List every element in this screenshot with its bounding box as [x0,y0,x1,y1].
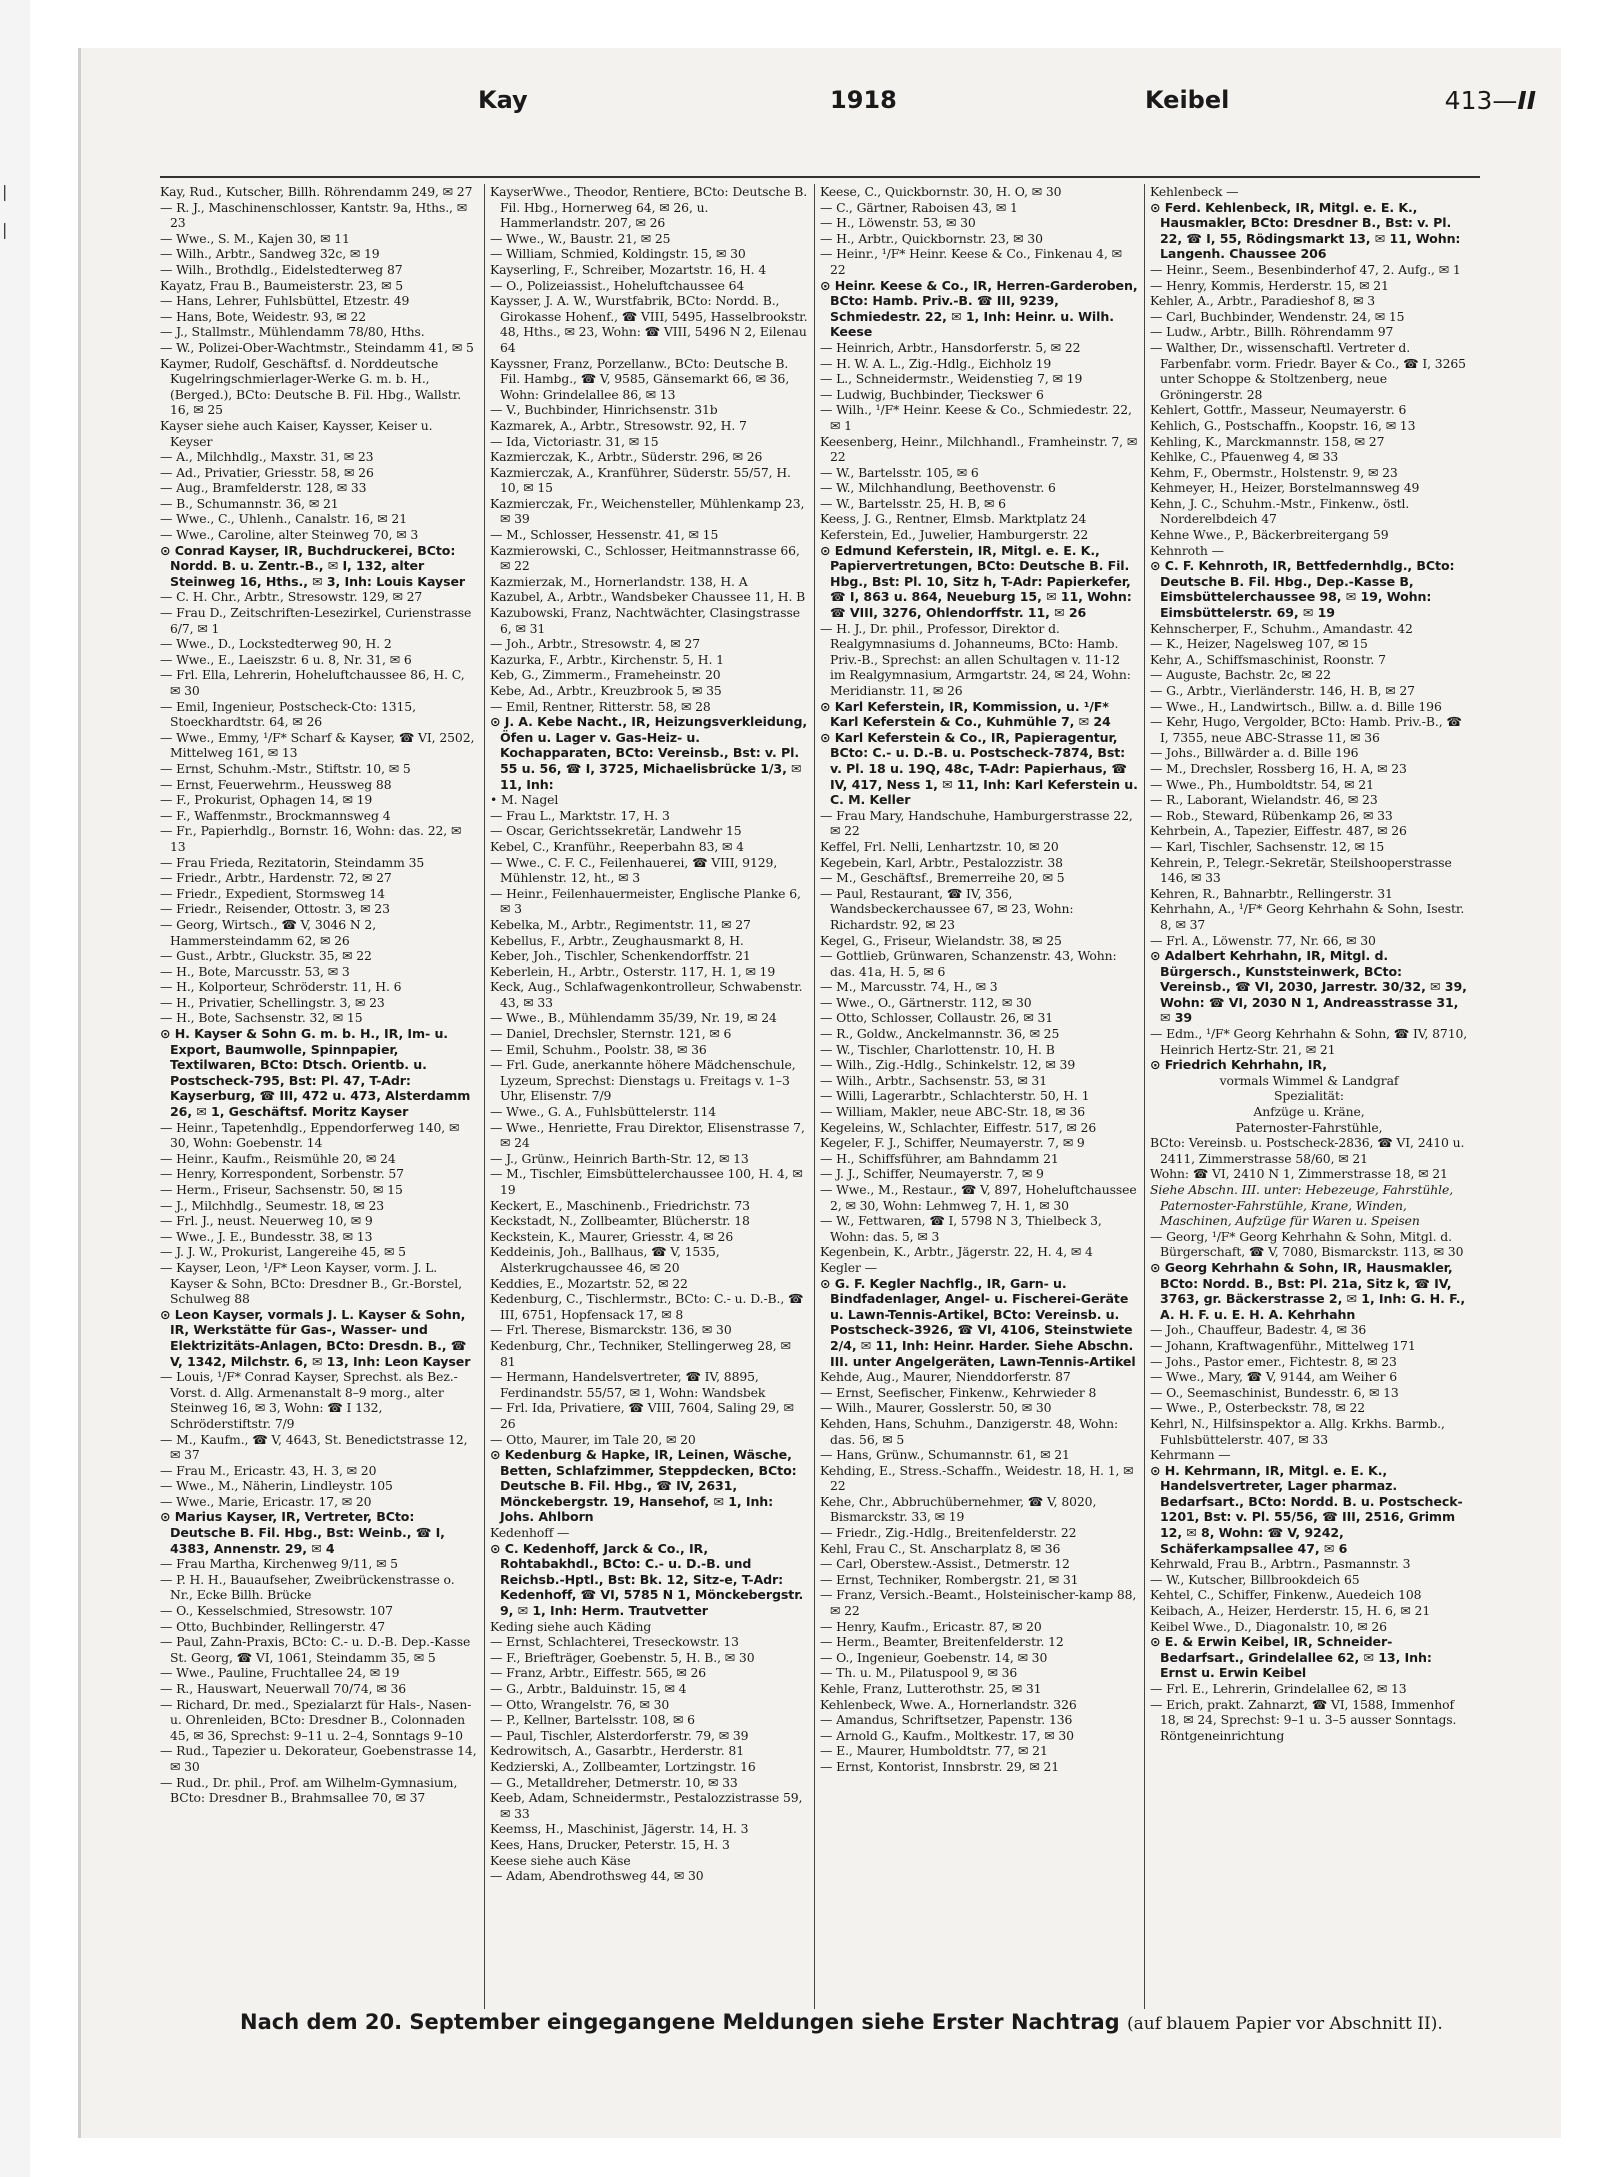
directory-entry: — Wwe., Marie, Ericastr. 17, ✉ 20 [160,1493,372,1509]
directory-entry: — Franz, Versich.-Beamt., Holsteinischer-kamp 88, ✉ 22 [820,1587,1137,1619]
directory-entry: — J., Stallmstr., Mühlendamm 78/80, Hths. [160,324,425,340]
directory-entry: — Wwe., B., Mühlendamm 35/39, Nr. 19, ✉ 24 [490,1010,777,1026]
directory-entry: — Ad., Privatier, Griesstr. 58, ✉ 26 [160,464,374,480]
directory-entry: Kehe, Chr., Abbruchübernehmer, ☎ V, 8020, Bismarckstr. 33, ✉ 19 [820,1493,1097,1525]
directory-entry: — Wwe., E., Laeiszstr. 6 u. 8, Nr. 31, ✉ 6 [160,651,412,667]
directory-entry: — V., Buchbinder, Hinrichsenstr. 31b [490,402,718,418]
directory-entry: Kehle, Franz, Lutterothstr. 25, ✉ 31 [820,1681,1042,1696]
directory-entry: ⊙ C. F. Kehnroth, IR, Bettfedernhdlg., BCto: Deutsche B. Fil. Hbg., Dep.-Kasse B, Eimsbüttelerchaussee 98, ✉ 19, Wohn: Eimsbüttelerstr. 69, ✉ 19 [1150,558,1455,621]
directory-entry: Kehrmann — [1150,1447,1231,1463]
directory-entry: Keemss, H., Maschinist, Jägerstr. 14, H. 3 [490,1821,749,1837]
directory-entry: — W., Milchhandlung, Beethovenstr. 6 [820,480,1056,496]
directory-entry: Kehden, Hans, Schuhm., Danzigerstr. 48, Wohn: das. 56, ✉ 5 [820,1415,1119,1447]
directory-entry: Keber, Joh., Tischler, Schenkendorffstr. 21 [490,948,751,964]
directory-entry: Kazurka, F., Arbtr., Kirchenstr. 5, H. 1 [490,651,724,667]
directory-entry: — Johann, Kraftwagenführ., Mittelweg 171 [1150,1337,1416,1353]
directory-entry: — J., Grünw., Heinrich Barth-Str. 12, ✉ 13 [490,1150,749,1166]
directory-entry: Kayserling, F., Schreiber, Mozartstr. 16, H. 4 [490,261,767,277]
directory-entry: — Henry, Korrespondent, Sorbenstr. 57 [160,1166,404,1182]
directory-column-1 [160,184,478,2009]
directory-entry: Keb, G., Zimmerm., Frameheinstr. 20 [490,667,721,683]
directory-entry: ⊙ Georg Kehrhahn & Sohn, IR, Hausmakler, BCto: Nordd. B., Bst: Pl. 21a, Sitz k, ☎ IV, 3763, gr. Bäckerstrasse 2, ✉ 1, Inh: G. H. F., A. H. F. u. E. H. A. Kehrhahn [1150,1259,1466,1322]
directory-entry: Keding siehe auch Käding [490,1618,652,1634]
directory-entry: — R., Hauswart, Neuerwall 70/74, ✉ 36 [160,1681,407,1696]
directory-entry: Kedzierski, A., Zollbeamter, Lortzingstr. 16 [490,1758,756,1774]
directory-entry: Kehde, Aug., Maurer, Nienddorferstr. 87 [820,1369,1071,1385]
directory-entry: Kazubel, A., Arbtr., Wandsbeker Chaussee 11, H. B [490,589,806,605]
directory-entry: Keess, J. G., Rentner, Elmsb. Marktplatz 24 [820,511,1087,527]
directory-entry: — Ernst, Feuerwehrm., Heussweg 88 [160,776,392,792]
directory-entry: — Wwe., W., Baustr. 21, ✉ 25 [490,230,671,246]
directory-entry: — M., Schlosser, Hessenstr. 41, ✉ 15 [490,527,719,543]
directory-entry: — Frau Martha, Kirchenweg 9/11, ✉ 5 [160,1556,398,1572]
directory-entry: Kegeler, F. J., Schiffer, Neumayerstr. 7, ✉ 9 [820,1135,1085,1151]
directory-entry: — Frl. J., neust. Neuerweg 10, ✉ 9 [160,1213,373,1229]
directory-entry: — H., Bote, Marcusstr. 53, ✉ 3 [160,963,350,979]
directory-entry: Kehtel, C., Schiffer, Finkenw., Auedeich 108 [1150,1587,1422,1603]
directory-entry: vormals Wimmel & Landgraf [1219,1072,1399,1088]
directory-entry: — H., Arbtr., Quickbornstr. 23, ✉ 30 [820,230,1043,246]
directory-entry: — Frl. E., Lehrerin, Grindelallee 62, ✉ 13 [1150,1681,1407,1696]
directory-entry: Anfzüge u. Kräne, [1253,1104,1365,1120]
directory-entry: Keckert, E., Maschinenb., Friedrichstr. 73 [490,1197,750,1213]
directory-entry: — W., Polizei-Ober-Wachtmstr., Steindamm 41, ✉ 5 [160,339,474,355]
directory-entry: — Herm., Friseur, Sachsenstr. 50, ✉ 15 [160,1182,403,1197]
directory-entry: — Rud., Tapezier u. Dekorateur, Goebenstrasse 14, ✉ 30 [160,1743,477,1774]
directory-entry: — H., Löwenstr. 53, ✉ 30 [820,215,976,231]
directory-entry: — R. J., Maschinenschlosser, Kantstr. 9a, Hths., ✉ 23 [160,199,468,231]
directory-column-2 [490,184,808,2009]
directory-entry: — F., Prokurist, Ophagen 14, ✉ 19 [160,792,373,808]
directory-entry: — A., Milchhdlg., Maxstr. 31, ✉ 23 [160,449,374,465]
directory-column-4 [1150,184,1468,2009]
directory-entry: ⊙ E. & Erwin Keibel, IR, Schneider-Bedarfsart., Grindelallee 62, ✉ 13, Inh: Ernst u. Erwin Keibel [1150,1634,1432,1681]
directory-entry: — Frau L., Marktstr. 17, H. 3 [490,807,670,823]
column-divider [484,184,485,2009]
directory-entry: — Wwe., P., Osterbeckstr. 78, ✉ 22 [1150,1400,1366,1416]
directory-entry: — H. W. A. L., Zig.-Hdlg., Eichholz 19 [820,355,1052,371]
directory-entry: — W., Tischler, Charlottenstr. 10, H. B [820,1041,1055,1057]
directory-entry: — Georg, ¹/F* Georg Kehrhahn & Sohn, Mitgl. d. Bürgerschaft, ☎ V, 7080, Bismarckstr. 113, ✉ 30 [1150,1228,1464,1260]
directory-entry: Keckstadt, N., Zollbeamter, Blücherstr. 18 [490,1213,750,1229]
header-left-keyword: Kay [478,86,528,114]
directory-entry: BCto: Vereinsb. u. Postscheck-2836, ☎ VI, 2410 u. 2411, Zimmerstrasse 58/60, ✉ 21 [1150,1135,1465,1166]
directory-entry: — M., Geschäftsf., Bremerreihe 20, ✉ 5 [820,870,1065,886]
directory-entry: ⊙ Adalbert Kehrhahn, IR, Mitgl. d. Bürgersch., Kunststeinwerk, BCto: Vereinsb., ☎ VI, 2030, Jarrestr. 30/32, ✉ 39, Wohn: ☎ VI, 2030 N 1, Andreasstrasse 31, ✉ 39 [1150,948,1467,1026]
directory-entry: — Ernst, Schlachterei, Treseckowstr. 13 [490,1634,739,1650]
directory-entry: — Otto, Wrangelstr. 76, ✉ 30 [490,1696,670,1712]
directory-entry: — Heinrich, Arbtr., Hansdorferstr. 5, ✉ 22 [820,339,1081,355]
directory-entry: — Aug., Bramfelderstr. 128, ✉ 33 [160,480,367,496]
directory-entry: Keesenberg, Heinr., Milchhandl., Framheinstr. 7, ✉ 22 [820,433,1138,465]
directory-entry: Kaymer, Rudolf, Geschäftsf. d. Norddeutsche Kugelringschmierlager-Werke G. m. b. H., (Berged.), BCto: Deutsche B. Fil. Hbg., Wallstr. 16, ✉ 25 [160,355,462,418]
directory-entry: Kebe, Ad., Arbtr., Kreuzbrook 5, ✉ 35 [490,683,722,698]
margin-tick: | [2,220,8,239]
directory-entry: — Karl, Tischler, Sachsenstr. 12, ✉ 15 [1150,838,1385,854]
directory-entry: — Ernst, Seefischer, Finkenw., Kehrwieder 8 [820,1384,1097,1400]
directory-entry: — Rob., Steward, Rübenkamp 26, ✉ 33 [1150,807,1393,823]
directory-entry: Kehler, A., Arbtr., Paradieshof 8, ✉ 3 [1150,293,1376,309]
directory-entry: Kebel, C., Kranführ., Reeperbahn 83, ✉ 4 [490,838,744,854]
directory-entry: — Wwe., Emmy, ¹/F* Scharf & Kayser, ☎ VI, 2502, Mittelweg 161, ✉ 13 [160,729,475,761]
directory-entry: Keese, C., Quickbornstr. 30, H. O, ✉ 30 [820,184,1062,199]
directory-entry: — Wwe., G. A., Fuhlsbüttelerstr. 114 [490,1104,717,1120]
directory-entry: Keferstein, Ed., Juwelier, Hamburgerstr. 22 [820,527,1089,543]
directory-entry: — Wwe., Caroline, alter Steinweg 70, ✉ 3 [160,527,419,543]
directory-entry: — C., Gärtner, Raboisen 43, ✉ 1 [820,199,1018,215]
margin-tick: | [2,182,8,201]
directory-entry: — M., Tischler, Eimsbüttelerchaussee 100, H. 4, ✉ 19 [490,1166,803,1197]
directory-column-3 [820,184,1138,2009]
directory-entry: — Kayser, Leon, ¹/F* Leon Kayser, vorm. J. L. Kayser & Sohn, BCto: Dresdner B., Gr.-Borstel, Schulweg 88 [160,1259,462,1307]
directory-entry: — M., Kaufm., ☎ V, 4643, St. Benedictstrasse 12, ✉ 37 [160,1431,468,1463]
directory-entry: — Wwe., J. E., Bundesstr. 38, ✉ 13 [160,1228,373,1244]
directory-entry: Kehne Wwe., P., Bäckerbreitergang 59 [1150,527,1389,543]
directory-entry: — Otto, Maurer, im Tale 20, ✉ 20 [490,1431,696,1447]
directory-entry: — Hans, Grünw., Schumannstr. 61, ✉ 21 [820,1447,1070,1463]
directory-entry: — Paul, Restaurant, ☎ IV, 356, Wandsbeckerchaussee 67, ✉ 23, Wohn: Richardstr. 92, ✉ 23 [820,885,1074,932]
directory-entry: — Frau M., Ericastr. 43, H. 3, ✉ 20 [160,1462,377,1478]
directory-entry: — Frl. A., Löwenstr. 77, Nr. 66, ✉ 30 [1150,932,1376,948]
directory-entry: — Georg, Wirtsch., ☎ V, 3046 N 2, Hammersteindamm 62, ✉ 26 [160,916,377,948]
directory-entry: — Richard, Dr. med., Spezialarzt für Hals-, Nasen- u. Ohrenleiden, BCto: Dresdner B., Colonnaden 45, ✉ 36, Sprechst: 9–11 u. 2–4, Sonntags 9–10 [160,1696,472,1743]
directory-entry: — Johs., Pastor emer., Fichtestr. 8, ✉ 23 [1150,1353,1397,1369]
directory-entry: — L., Schneidermstr., Weidenstieg 7, ✉ 19 [820,371,1083,387]
directory-entry: Keddeinis, Joh., Ballhaus, ☎ V, 1535, Alsterkrugchaussee 46, ✉ 20 [490,1244,720,1275]
page-header [90,86,1560,132]
directory-entry: — J. J., Schiffer, Neumayerstr. 7, ✉ 9 [820,1166,1044,1182]
directory-entry: — Hermann, Handelsvertreter, ☎ IV, 8895, Ferdinandstr. 55/57, ✉ 1, Wohn: Wandsbek [490,1369,766,1400]
directory-entry: — Oscar, Gerichtssekretär, Landwehr 15 [490,823,742,839]
directory-entry: Kehrein, P., Telegr.-Sekretär, Steilshooperstrasse 146, ✉ 33 [1150,854,1452,886]
scan-left-margin [0,0,30,2177]
directory-entry: — Wilh., Arbtr., Sandweg 32c, ✉ 19 [160,246,380,262]
directory-entry: — Hans, Lehrer, Fuhlsbüttel, Etzestr. 49 [160,293,410,309]
directory-entry: ⊙ Conrad Kayser, IR, Buchdruckerei, BCto: Nordd. B. u. Zentr.-B., ✉ I, 132, alter Steinweg 16, Hths., ✉ 3, Inh: Louis Kayser [160,542,466,589]
directory-entry: — Fr., Papierhdlg., Bornstr. 16, Wohn: das. 22, ✉ 13 [160,823,462,854]
directory-entry: Kegenbein, K., Arbtr., Jägerstr. 22, H. 4, ✉ 4 [820,1244,1093,1260]
directory-entry: — W., Fettwaren, ☎ I, 5798 N 3, Thielbeck 3, Wohn: das. 5, ✉ 3 [820,1213,1102,1244]
directory-entry: Kedenburg, Chr., Techniker, Stellingerweg 28, ✉ 81 [490,1337,791,1369]
directory-entry: Kehrhahn, A., ¹/F* Georg Kehrhahn & Sohn, Isestr. 8, ✉ 37 [1150,901,1465,932]
directory-entry: — Ludw., Arbtr., Billh. Röhrendamm 97 [1150,324,1394,340]
directory-entry: Keibach, A., Heizer, Herderstr. 15, H. 6, ✉ 21 [1150,1603,1431,1619]
directory-entry: Kazmierowski, C., Schlosser, Heitmannstrasse 66, ✉ 22 [490,542,800,574]
directory-entry: — Wwe., H., Landwirtsch., Billw. a. d. Bille 196 [1150,698,1442,714]
directory-entry: — Th. u. M., Pilatuspool 9, ✉ 36 [820,1665,1018,1681]
directory-entry: — Emil, Ingenieur, Postscheck-Cto: 1315, Stoeckhardtstr. 64, ✉ 26 [160,698,416,730]
directory-entry: — Wwe., M., Näherin, Lindleystr. 105 [160,1478,393,1494]
directory-entry: — Ernst, Kontorist, Innsbrstr. 29, ✉ 21 [820,1758,1060,1774]
directory-entry: Keberlein, H., Arbtr., Osterstr. 117, H. 1, ✉ 19 [490,963,776,979]
directory-entry: — Wwe., Ph., Humboldtstr. 54, ✉ 21 [1150,776,1374,792]
directory-entry: Kees, Hans, Drucker, Peterstr. 15, H. 3 [490,1836,730,1852]
directory-entry: Kayser siehe auch Kaiser, Kaysser, Keiser u. Keyser [160,417,433,449]
directory-entry: Kedenhoff — [490,1525,570,1541]
directory-entry: — G., Arbtr., Balduinstr. 15, ✉ 4 [490,1681,687,1696]
directory-entry: — Edm., ¹/F* Georg Kehrhahn & Sohn, ☎ IV, 8710, Heinrich Hertz-Str. 21, ✉ 21 [1150,1026,1468,1057]
directory-entry: ⊙ Heinr. Keese & Co., IR, Herren-Garderoben, BCto: Hamb. Priv.-B. ☎ III, 9239, Schmiedestr. 22, ✉ 1, Inh: Heinr. u. Wilh. Keese [820,277,1138,340]
directory-entry: — G., Metalldreher, Detmerstr. 10, ✉ 33 [490,1774,738,1790]
directory-entry: ⊙ G. F. Kegler Nachflg., IR, Garn- u. Bindfadenlager, Angel- u. Fischerei-Geräte u. Lawn-Tennis-Artikel, BCto: Vereinsb. u. Postscheck-3926, ☎ VI, 4106, Steinstwiete 2/4, ✉ 11, Inh: Heinr. Harder. Siehe Abschn. III. unter Angelgeräten, Lawn-Tennis-Artikel [820,1275,1136,1369]
directory-entry: Kegler — [820,1259,877,1275]
column-divider [1144,184,1145,2009]
directory-entry: Kehlenbeck, Wwe. A., Hornerlandstr. 326 [820,1696,1077,1712]
directory-entry: — Paul, Zahn-Praxis, BCto: C.- u. D.-B. Dep.-Kasse St. Georg, ☎ VI, 1061, Steindamm 35, ✉ 5 [160,1634,471,1665]
directory-entry: Kazmierczak, A., Kranführer, Süderstr. 55/57, H. 10, ✉ 15 [490,464,791,496]
directory-entry: Keese siehe auch Käse [490,1852,631,1868]
directory-entry: — Friedr., Zig.-Hdlg., Breitenfelderstr. 22 [820,1525,1077,1541]
directory-entry: — Adam, Abendrothsweg 44, ✉ 30 [490,1868,704,1884]
directory-entry: — P. H. H., Bauaufseher, Zweibrückenstrasse o. Nr., Ecke Billh. Brücke [160,1571,455,1603]
directory-entry: — O., Kesselschmied, Stresowstr. 107 [160,1603,393,1619]
directory-entry: — H., Bote, Sachsenstr. 32, ✉ 15 [160,1010,363,1026]
directory-entry: — Louis, ¹/F* Conrad Kayser, Sprechst. als Bez.-Vorst. d. Allg. Armenanstalt 8–9 morg., alter Steinweg 16, ✉ 3, Wohn: ☎ I 132, Schröderstiftstr. 7/9 [160,1369,458,1431]
directory-entry: — Frl. Gude, anerkannte höhere Mädchenschule, Lyzeum, Sprechst: Dienstags u. Freitags v. 1–3 Uhr, Elisenstr. 7/9 [490,1057,796,1104]
directory-entry: — Wwe., Mary, ☎ V, 9144, am Weiher 6 [1150,1369,1398,1385]
directory-entry: — C. H. Chr., Arbtr., Stresowstr. 129, ✉ 27 [160,589,423,605]
directory-entry: Kegel, G., Friseur, Wielandstr. 38, ✉ 25 [820,932,1062,948]
directory-entry: — O., Ingenieur, Goebenstr. 14, ✉ 30 [820,1649,1048,1665]
directory-entry: Kehn, J. C., Schuhm.-Mstr., Finkenw., östl. Norderelbdeich 47 [1150,495,1410,527]
directory-entry: ⊙ H. Kehrmann, IR, Mitgl. e. E. K., Handelsvertreter, Lager pharmaz. Bedarfsart., BCto: Nordd. B. u. Postscheck-1201, Bst: v. Pl. 55/56, ☎ III, 2516, Grimm 12, ✉ 8, Wohn: ☎ V, 9242, Schäferkampsallee 47, ✉ 6 [1150,1462,1463,1556]
directory-entry: — O., Seemaschinist, Bundesstr. 6, ✉ 13 [1150,1384,1399,1400]
directory-entry: Keffel, Frl. Nelli, Lenhartzstr. 10, ✉ 20 [820,838,1059,854]
directory-entry: — Joh., Chauffeur, Badestr. 4, ✉ 36 [1150,1322,1367,1338]
directory-entry: Kayatz, Frau B., Baumeisterstr. 23, ✉ 5 [160,277,403,293]
directory-entry: — K., Heizer, Nagelsweg 107, ✉ 15 [1150,636,1368,652]
directory-entry: — Herm., Beamter, Breitenfelderstr. 12 [820,1634,1064,1650]
directory-entry: — Friedr., Reisender, Ottostr. 3, ✉ 23 [160,901,390,917]
directory-entry: Kedrowitsch, A., Gasarbtr., Herderstr. 81 [490,1743,744,1759]
directory-entry: — Wwe., Henriette, Frau Direktor, Elisenstrasse 7, ✉ 24 [490,1119,805,1151]
directory-entry: ⊙ Leon Kayser, vormals J. L. Kayser & Sohn, IR, Werkstätte für Gas-, Wasser- und Elektrizitäts-Anlagen, BCto: Dresdn. B., ☎ V, 1342, Milchstr. 6, ✉ 13, Inh: Leon Kayser [160,1306,471,1369]
directory-entry: Kehrwald, Frau B., Arbtrn., Pasmannstr. 3 [1150,1556,1411,1572]
footer-notice: Nach dem 20. September eingegangene Meldungen siehe Erster Nachtrag [240,2010,1120,2034]
directory-entry: — Ida, Victoriastr. 31, ✉ 15 [490,433,659,449]
directory-entry: — H. J., Dr. phil., Professor, Direktor d. Realgymnasiums d. Johanneums, BCto: Hamb. Priv.-B., Sprechst: an allen Schultagen v. 11-12 im Realgymnasium, Armgartstr. 24, ✉ 24, Wohn: Meridianstr. 11, ✉ 26 [820,620,1131,698]
directory-entry: ⊙ Ferd. Kehlenbeck, IR, Mitgl. e. E. K., Hausmakler, BCto: Dresdner B., Bst: v. Pl. 22, ☎ I, 55, Rödingsmarkt 13, ✉ 11, Wohn: Langenh. Chaussee 206 [1150,199,1461,262]
directory-entry: — Daniel, Drechsler, Sternstr. 121, ✉ 6 [490,1026,732,1042]
directory-entry: — Frl. Ida, Privatiere, ☎ VIII, 7604, Saling 29, ✉ 26 [490,1400,794,1431]
directory-entry: — Hans, Bote, Weidestr. 93, ✉ 22 [160,308,367,324]
directory-entry: — Wilh., Brothdlg., Eidelstedterweg 87 [160,261,403,277]
directory-entry: KayserWwe., Theodor, Rentiere, BCto: Deutsche B. Fil. Hbg., Hornerweg 64, ✉ 26, u. Hammerlandstr. 207, ✉ 26 [490,184,808,231]
directory-entry: — Wwe., D., Lockstedterweg 90, H. 2 [160,636,392,652]
directory-entry: Kehlenbeck — [1150,184,1239,199]
directory-entry: — Gust., Arbtr., Gluckstr. 35, ✉ 22 [160,948,372,964]
directory-entry: — Heinr., Seem., Besenbinderhof 47, 2. Aufg., ✉ 1 [1150,261,1461,277]
directory-entry: Kazmierzak, M., Hornerlandstr. 138, H. A [490,573,748,589]
directory-entry: Keckstein, K., Maurer, Griesstr. 4, ✉ 26 [490,1228,734,1244]
directory-entry: Keibel Wwe., D., Diagonalstr. 10, ✉ 26 [1150,1618,1387,1634]
directory-entry: Kaysser, J. A. W., Wurstfabrik, BCto: Nordd. B., Girokasse Hohenf., ☎ VIII, 5495, Hasselbrookstr. 48, Hths., ✉ 23, Wohn: ☎ VIII, 5496 N 2, Eilenau 64 [490,293,808,355]
directory-entry: Kehlert, Gottfr., Masseur, Neumayerstr. 6 [1150,402,1407,418]
directory-entry: — Frau Frieda, Rezitatorin, Steindamm 35 [160,854,425,870]
directory-entry: — Wilh., Maurer, Gosslerstr. 50, ✉ 30 [820,1400,1052,1416]
directory-entry: — Wwe., Pauline, Fruchtallee 24, ✉ 19 [160,1665,400,1681]
directory-entry: — Gottlieb, Grünwaren, Schanzenstr. 43, Wohn: das. 41a, H. 5, ✉ 6 [820,948,1117,979]
directory-entry: — M., Drechsler, Rossberg 16, H. A, ✉ 23 [1150,760,1407,776]
directory-entry: — Joh., Arbtr., Stresowstr. 4, ✉ 27 [490,636,700,652]
directory-entry: — Wwe., M., Restaur., ☎ V, 897, Hoheluftchaussee 2, ✉ 30, Wohn: Lehmweg 7, H. 1, ✉ 30 [820,1182,1137,1213]
directory-entry: Kayssner, Franz, Porzellanw., BCto: Deutsche B. Fil. Hambg., ☎ V, 9585, Gänsemarkt 66, ✉ 36, Wohn: Grindelallee 86, ✉ 13 [490,355,790,402]
directory-entry: — Emil, Rentner, Ritterstr. 58, ✉ 28 [490,698,711,714]
directory-entry: Wohn: ☎ VI, 2410 N 1, Zimmerstrasse 18, ✉ 21 [1150,1166,1448,1182]
directory-entry: ⊙ Marius Kayser, IR, Vertreter, BCto: Deutsche B. Fil. Hbg., Bst: Weinb., ☎ I, 4383, Annenstr. 29, ✉ 4 [160,1509,445,1556]
directory-entry: Kebellus, F., Arbtr., Zeughausmarkt 8, H. [490,932,744,948]
directory-entry: — J., Milchhdlg., Seumestr. 18, ✉ 23 [160,1197,385,1213]
directory-entry: — F., Briefträger, Goebenstr. 5, H. B., ✉ 30 [490,1649,755,1665]
directory-entry: — H., Schiffsführer, am Bahndamm 21 [820,1150,1059,1166]
directory-entry: — Friedr., Arbtr., Hardenstr. 72, ✉ 27 [160,870,392,886]
directory-entry: — F., Waffenmstr., Brockmannsweg 4 [160,807,391,823]
directory-entry: — Ernst, Schuhm.-Mstr., Stiftstr. 10, ✉ 5 [160,760,411,776]
directory-entry: Kehm, F., Obermstr., Holstenstr. 9, ✉ 23 [1150,464,1398,480]
footer-note: (auf blauem Papier vor Abschnitt II). [1127,2014,1443,2034]
directory-entry: — Wilh., ¹/F* Heinr. Keese & Co., Schmiedestr. 22, ✉ 1 [820,402,1132,433]
directory-entry: — O., Polizeiassist., Hoheluftchaussee 64 [490,277,745,293]
directory-entry: — B., Schumannstr. 36, ✉ 21 [160,495,339,511]
directory-entry: Kazubowski, Franz, Nachtwächter, Clasingstrasse 6, ✉ 31 [490,605,801,636]
directory-entry: — G., Arbtr., Vierländerstr. 146, H. B, ✉ 27 [1150,683,1415,698]
directory-entry: Kehrbein, A., Tapezier, Eiffestr. 487, ✉ 26 [1150,823,1407,839]
directory-entry: Keeb, Adam, Schneidermstr., Pestalozzistrasse 59, ✉ 33 [490,1790,803,1821]
directory-entry: Kehlke, C., Pfauenweg 4, ✉ 33 [1150,449,1339,465]
directory-entry: — R., Laborant, Wielandstr. 46, ✉ 23 [1150,792,1378,808]
column-divider [814,184,815,2009]
directory-entry: — Willi, Lagerarbtr., Schlachterstr. 50, H. 1 [820,1088,1090,1104]
directory-entry: — Wwe., C., Uhlenh., Canalstr. 16, ✉ 21 [160,511,407,527]
directory-entry: Kegeleins, W., Schlachter, Eiffestr. 517, ✉ 26 [820,1119,1097,1135]
directory-entry: — E., Maurer, Humboldtstr. 77, ✉ 21 [820,1743,1048,1759]
directory-entry: ⊙ H. Kayser & Sohn G. m. b. H., IR, Im- u. Export, Baumwolle, Spinnpapier, Textilwaren, BCto: Dtsch. Orientb. u. Postscheck-795, Bst: Pl. 47, T-Adr: Kayserburg, ☎ III, 472 u. 473, Alsterdamm 26, ✉ 1, Geschäftsf. Moritz Kayser [160,1026,471,1120]
directory-entry: — Johs., Billwärder a. d. Bille 196 [1150,745,1359,761]
directory-entry: — Ludwig, Buchbinder, Tieckswег 6 [820,386,1044,402]
directory-entry: — W., Kutscher, Billbrookdeich 65 [1150,1571,1360,1587]
directory-entry: — Heinr., Tapetenhdlg., Eppendorferweg 140, ✉ 30, Wohn: Goebenstr. 14 [160,1119,460,1151]
directory-columns [160,184,1480,2009]
directory-entry: — Frl. Ella, Lehrerin, Hoheluftchaussee 86, H. C, ✉ 30 [160,667,465,698]
directory-entry: ⊙ J. A. Kebe Nacht., IR, Heizungsverkleidung, Öfen u. Lager v. Gas-Heiz- u. Kochapparaten, BCto: Vereinsb., Bst: v. Pl. 55 u. 56, ☎ I, 3725, Michaelisbrücke 1/3, ✉ 11, Inh: [490,714,808,792]
directory-entry: Kehrl, N., Hilfsinspektor a. Allg. Krkhs. Barmb., Fuhlsbüttelerstr. 407, ✉ 33 [1150,1415,1445,1447]
directory-entry: Kehnroth — [1150,542,1224,558]
page-number [1445,86,1536,115]
directory-entry: — H., Privatier, Schellingstr. 3, ✉ 23 [160,994,385,1010]
directory-entry: — P., Kellner, Bartelsstr. 108, ✉ 6 [490,1712,695,1728]
directory-entry: — Frau Mary, Handschuhe, Hamburgerstrasse 22, ✉ 22 [820,807,1133,839]
directory-entry: Kebelka, M., Arbtr., Regimentstr. 11, ✉ 27 [490,916,751,932]
directory-entry: — Wilh., Zig.-Hdlg., Schinkelstr. 12, ✉ 39 [820,1057,1076,1073]
directory-entry: — R., Goldw., Anckelmannstr. 36, ✉ 25 [820,1026,1060,1042]
directory-entry: Kegebein, Karl, Arbtr., Pestalozzistr. 38 [820,854,1063,870]
directory-entry: Kehnscherper, F., Schuhm., Amandastr. 42 [1150,620,1413,636]
directory-entry: — Rud., Dr. phil., Prof. am Wilhelm-Gymnasium, BCto: Dresdner B., Brahmsallee 70, ✉ 37 [160,1774,458,1806]
directory-entry: — Franz, Arbtr., Eiffestr. 565, ✉ 26 [490,1665,707,1681]
directory-entry: — Ernst, Techniker, Rombergstr. 21, ✉ 31 [820,1571,1079,1587]
directory-entry: — W., Bartelsstr. 105, ✉ 6 [820,464,979,480]
directory-entry: — Wwe., S. M., Kajen 30, ✉ 11 [160,230,350,246]
directory-entry: Siehe Abschn. III. unter: Hebezeuge, Fahrstühle, Paternoster-Fahrstühle, Krane, Winden, Maschinen, Aufzüge für Waren u. Speisen [1150,1182,1454,1229]
directory-entry: ⊙ Karl Keferstein, IR, Kommission, u. ¹/F* Karl Keferstein & Co., Kuhmühle 7, ✉ 24 [820,698,1111,730]
directory-entry: — Heinr., Feilenhauermeister, Englische Planke 6, ✉ 3 [490,885,801,917]
directory-entry: Kedenburg, C., Tischlermstr., BCto: C.- u. D.-B., ☎ III, 6751, Hopfensack 17, ✉ 8 [490,1291,804,1322]
directory-entry: — Arnold G., Kaufm., Moltkestr. 17, ✉ 30 [820,1727,1074,1743]
directory-entry: — William, Schmied, Koldingstr. 15, ✉ 30 [490,246,746,262]
directory-entry: — M., Marcusstr. 74, H., ✉ 3 [820,979,998,995]
directory-entry: Keck, Aug., Schlafwagenkontrolleur, Schwabenstr. 43, ✉ 33 [490,979,803,1010]
directory-entry: — Kehr, Hugo, Vergolder, BCto: Hamb. Priv.-B., ☎ I, 7355, neue ABC-Strasse 11, ✉ 36 [1150,714,1462,745]
directory-entry: Kazmierczak, Fr., Weichensteller, Mühlenkamp 23, ✉ 39 [490,495,805,527]
directory-entry: — William, Makler, neue ABC-Str. 18, ✉ 36 [820,1104,1086,1120]
page-number-suffix: II [1517,86,1536,115]
directory-entry: — Carl, Oberstew.-Assist., Detmerstr. 12 [820,1556,1070,1572]
directory-entry: — Otto, Schlosser, Collaustr. 26, ✉ 31 [820,1010,1054,1026]
directory-entry: — Emil, Schuhm., Poolstr. 38, ✉ 36 [490,1041,707,1057]
directory-entry: Keddies, E., Mozartstr. 52, ✉ 22 [490,1275,688,1291]
directory-entry: — W., Bartelsstr. 25, H. B, ✉ 6 [820,495,1006,511]
directory-entry: — Carl, Buchbinder, Wendenstr. 24, ✉ 15 [1150,308,1405,324]
directory-entry: — Erich, prakt. Zahnarzt, ☎ VI, 1588, Immenhof 18, ✉ 24, Sprechst: 9–1 u. 3–5 ausser Sonntags. Röntgeneinrichtung [1150,1696,1457,1743]
header-right-keyword: Keibel [1145,86,1230,114]
directory-entry: — H., Kolporteur, Schröderstr. 11, H. 6 [160,979,402,995]
directory-entry: — J. J. W., Prokurist, Langereihe 45, ✉ 5 [160,1244,406,1260]
directory-entry: Kehlich, G., Postschaffn., Koopstr. 16, ✉ 13 [1150,417,1416,433]
directory-entry: ⊙ Edmund Keferstein, IR, Mitgl. e. E. K., Papiervertretungen, BCto: Deutsche B. Fil. Hbg., Bst: Pl. 10, Sitz h, T-Adr: Papierkefer, ☎ I, 863 u. 864, Neueburg 15, ✉ 11, Wohn: ☎ VIII, 3276, Ohlendorffstr. 11, ✉ 26 [820,542,1132,621]
directory-entry: — Frl. Therese, Bismarckstr. 136, ✉ 30 [490,1322,732,1338]
directory-entry: Paternoster-Fahrstühle, [1235,1119,1383,1135]
page-footer [240,2010,1480,2040]
directory-entry: ⊙ Kedenburg & Hapke, IR, Leinen, Wäsche, Betten, Schlafzimmer, Steppdecken, BCto: Deutsche B. Fil. Hbg., ☎ IV, 2631, Mönckebergstr. 19, Hansehof, ✉ 1, Inh: Johs. Ahlborn [490,1447,797,1525]
header-rule [160,176,1480,178]
directory-entry: Kehl, Frau C., St. Anscharplatz 8, ✉ 36 [820,1540,1061,1556]
directory-entry: Kay, Rud., Kutscher, Billh. Röhrendamm 249, ✉ 27 [160,184,473,199]
directory-entry: Kehren, R., Bahnarbtr., Rellingerstr. 31 [1150,885,1393,901]
directory-entry: ⊙ Friedrich Kehrhahn, IR, [1150,1057,1327,1073]
directory-entry: Kehling, K., Marckmannstr. 158, ✉ 27 [1150,433,1385,449]
directory-entry: — Paul, Tischler, Alsterdorferstr. 79, ✉ 39 [490,1727,749,1743]
directory-entry: Kehding, E., Stress.-Schaffn., Weidestr. 18, H. 1, ✉ 22 [820,1462,1134,1494]
directory-entry: — Henry, Kaufm., Ericastr. 87, ✉ 20 [820,1618,1042,1634]
directory-entry: — Wilh., Arbtr., Sachsenstr. 53, ✉ 31 [820,1072,1048,1088]
directory-entry: — Amandus, Schriftsetzer, Papenstr. 136 [820,1712,1073,1728]
directory-entry: Kehr, A., Schiffsmaschinist, Roonstr. 7 [1150,651,1386,667]
directory-entry: — Heinr., Kaufm., Reismühle 20, ✉ 24 [160,1150,396,1166]
directory-entry: — Wwe., C. F. C., Feilenhauerei, ☎ VIII, 9129, Mühlenstr. 12, ht., ✉ 3 [490,854,778,886]
directory-entry: — Otto, Buchbinder, Rellingerstr. 47 [160,1618,386,1634]
directory-entry: — Heinr., ¹/F* Heinr. Keese & Co., Finkenau 4, ✉ 22 [820,246,1122,277]
directory-entry: — Walther, Dr., wissenschaftl. Vertreter d. Farbenfabr. vorm. Friedr. Bayer & Co., ☎ I, 3265 unter Schoppe & Stoltzenberg, neue Gröningerstr. 28 [1150,339,1466,402]
directory-entry: Kazmierczak, K., Arbtr., Süderstr. 296, ✉ 26 [490,449,763,465]
directory-entry: — Henry, Kommis, Herderstr. 15, ✉ 21 [1150,277,1389,293]
page-number-main: 413— [1444,86,1518,115]
directory-entry: — Friedr., Expedient, Stormsweg 14 [160,885,385,901]
directory-entry: Kazmarek, A., Arbtr., Stresowstr. 92, H. 7 [490,417,747,433]
header-year: 1918 [830,86,897,114]
directory-entry: — Wwe., O., Gärtnerstr. 112, ✉ 30 [820,994,1032,1010]
directory-entry: ⊙ C. Kedenhoff, Jarck & Co., IR, Rohtabakhdl., BCto: C.- u. D.-B. und Reichsb.-Hptl., Bst: Bk. 12, Sitz-e, T-Adr: Kedenhoff, ☎ VI, 5785 N 1, Mönckebergstr. 9, ✉ 1, Inh: Herm. Trautvetter [490,1540,804,1619]
directory-entry: • M. Nagel [490,792,559,808]
directory-entry: Kehmeyer, H., Heizer, Borstelmannsweg 49 [1150,480,1420,496]
directory-entry: — Frau D., Zeitschriften-Lesezirkel, Curienstrasse 6/7, ✉ 1 [160,605,472,636]
directory-entry: ⊙ Karl Keferstein & Co., IR, Papieragentur, BCto: C.- u. D.-B. u. Postscheck-7874, Bst: v. Pl. 18 u. 19Q, 48c, T-Adr: Papierhaus, ☎ IV, 417, Ness 1, ✉ 11, Inh: Karl Keferstein u. C. M. Keller [820,729,1138,808]
directory-entry: — Auguste, Bachstr. 2c, ✉ 22 [1150,667,1331,683]
directory-entry: Spezialität: [1274,1088,1344,1104]
